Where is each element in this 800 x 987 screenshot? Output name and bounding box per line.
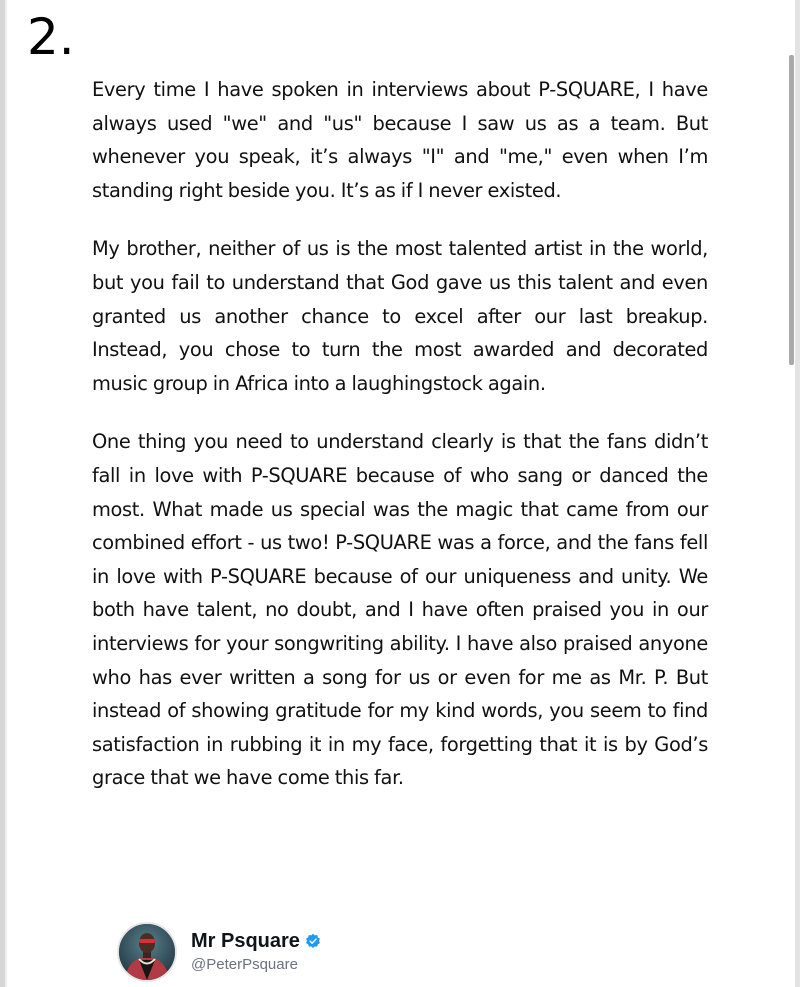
author-handle[interactable]: @PeterPsquare: [191, 956, 298, 973]
profile-photo-icon: [119, 924, 175, 980]
avatar[interactable]: [117, 922, 177, 982]
paragraph-3: One thing you need to understand clearly is that the fans didn’t fall in love with P-SQUARE because of who sang or danced the most. What made us special was the magic that came from our combined effort - us two! P-SQUARE was a force, and the fans fell in love with P-SQUARE because of our uniqueness and unity. We both have talent, no doubt, and I have often praised you in our interviews for your songwriting ability. I have also praised anyone who has ever written a song for us or even for me as Mr. P. But instead of showing gratitude for my kind words, you seem to find satisfaction in rubbing it in my face, forgetting that it is by God’s grace that we have come this far.: [92, 430, 708, 790]
scrollbar-track[interactable]: [795, 0, 800, 987]
author-profile[interactable]: [117, 922, 321, 982]
paragraph-1: Every time I have spoken in interviews about P-SQUARE, I have always used "we" and "us" because I saw us as a team. But whenever you speak, it’s always "I" and "me," even when I’m standing right beside you. It’s as if I never existed.: [92, 78, 708, 202]
scrollbar-thumb[interactable]: [789, 55, 794, 365]
paragraph-2: My brother, neither of us is the most talented artist in the world, but you fail to understand that God gave us this talent and even granted us another chance to excel after our last breakup. Instead, you chose to turn the most awarded and decorated music group in Africa into a laughingstock again.: [92, 237, 708, 395]
author-names: [191, 929, 321, 975]
verified-badge-icon: [305, 933, 321, 949]
section-number: 2.: [27, 8, 75, 66]
statement-text: [92, 73, 708, 795]
page-left-border-inner: [5, 0, 7, 987]
author-display-name[interactable]: Mr Psquare: [191, 930, 300, 952]
